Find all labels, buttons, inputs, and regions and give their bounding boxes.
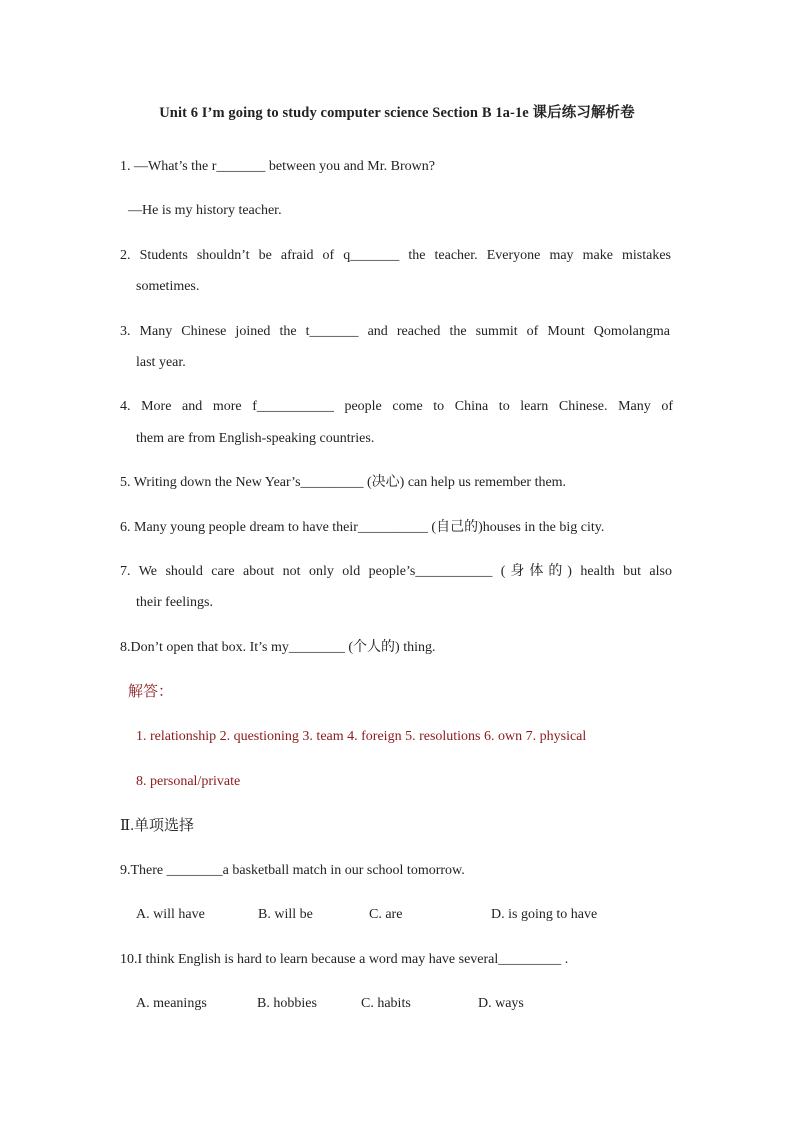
- question-9-option-a: A. will have: [136, 907, 205, 922]
- question-9-option-d: D. is going to have: [491, 907, 598, 922]
- answer-line-1: 1. relationship 2. questioning 3. team 4. foreign 5. resolutions 6. own 7. physical: [136, 729, 587, 744]
- question-2-line-1: 2. Students shouldn’t be afraid of q_______ the teacher. Everyone may make mistakes: [120, 248, 671, 263]
- question-10-option-c: C. habits: [361, 996, 411, 1011]
- question-8: 8.Don’t open that box. It’s my________ (个人的) thing.: [120, 640, 436, 655]
- question-10-stem: 10.I think English is hard to learn because a word may have several_________ .: [120, 952, 569, 967]
- question-6: 6. Many young people dream to have their__________ (自己的)houses in the big city.: [120, 520, 605, 535]
- question-2-line-2: sometimes.: [136, 279, 200, 294]
- question-7-line-2: their feelings.: [136, 595, 213, 610]
- question-3-line-2: last year.: [136, 355, 186, 370]
- page-title: Unit 6 I’m going to study computer science Section B 1a-1e 课后练习解析卷: [159, 105, 635, 121]
- question-10-option-d: D. ways: [478, 996, 524, 1011]
- question-9-option-c: C. are: [369, 907, 403, 922]
- question-9-option-b: B. will be: [258, 907, 313, 922]
- question-5: 5. Writing down the New Year’s_________ (决心) can help us remember them.: [120, 475, 567, 490]
- question-9-stem: 9.There ________a basketball match in our school tomorrow.: [120, 863, 465, 878]
- question-3-line-1: 3. Many Chinese joined the t_______ and reached the summit of Mount Qomolangma: [120, 324, 670, 339]
- question-10-option-a: A. meanings: [136, 996, 207, 1011]
- question-10-option-b: B. hobbies: [257, 996, 317, 1011]
- section-2-heading: Ⅱ.单项选择: [120, 818, 194, 834]
- question-4-line-2: them are from English-speaking countries.: [136, 431, 375, 446]
- question-1-line-2: —He is my history teacher.: [128, 203, 282, 218]
- answer-label: 解答：: [128, 684, 174, 700]
- answer-line-2: 8. personal/private: [136, 774, 241, 789]
- question-4-line-1: 4. More and more f___________ people come to China to learn Chinese. Many of: [120, 399, 673, 414]
- question-7-line-1: 7. We should care about not only old people’s___________ (身体的) health but also: [120, 564, 672, 579]
- question-1-line-1: 1. —What’s the r_______ between you and Mr. Brown?: [120, 159, 435, 174]
